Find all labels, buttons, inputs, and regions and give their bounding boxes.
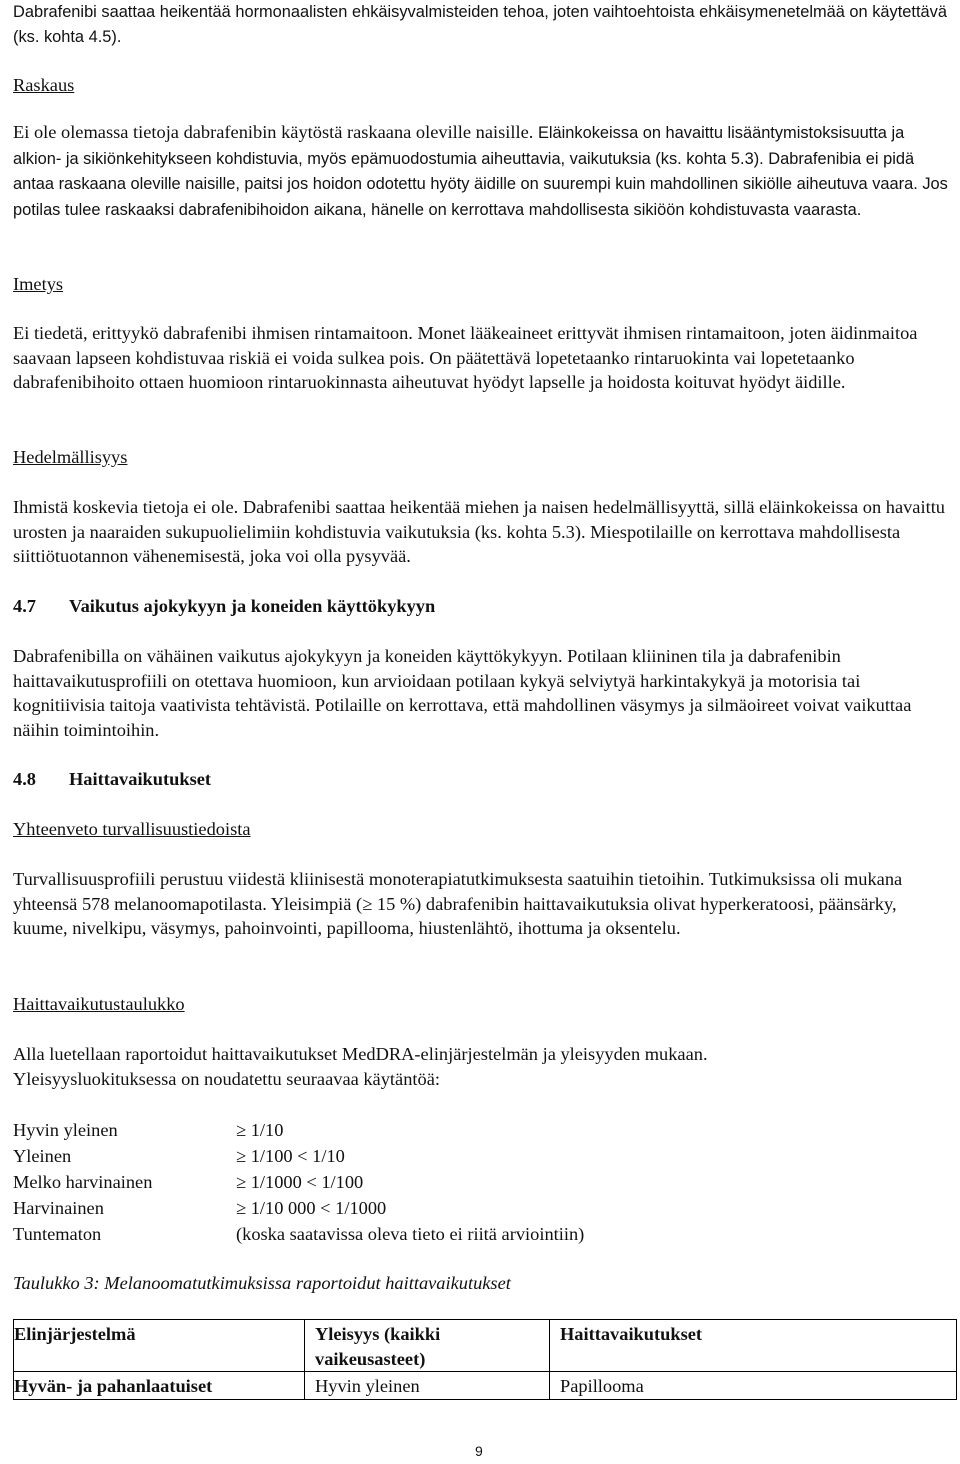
imetys-text-b: Monet lääkeaineet erittyvät ihmisen rintamaitoon, joten äidinmaitoa saavaan lapseen kohdistuvaa riskiä ei voida sulkea pois. (13, 323, 918, 368)
paragraph-imetys (13, 321, 953, 395)
taulukko-text-a: Alla luetellaan raportoidut haittavaikutukset MedDRA-elinjärjestelmän ja yleisyyden mukaan. (13, 1044, 708, 1064)
frequency-value: 1/100 < 1/10 (246, 1146, 345, 1166)
paragraph-hedelmallisyys (13, 495, 953, 569)
paragraph-4-7 (13, 644, 953, 742)
table-row (14, 1372, 957, 1400)
table-header-cell: Yleisyys (kaikki vaikeusasteet) (305, 1320, 550, 1372)
frequency-label: Tuntematon (13, 1224, 102, 1244)
heading-hedelmallisyys: Hedelmällisyys (13, 447, 128, 467)
greater-equal-symbol: ≥ (236, 1172, 247, 1192)
section-4-7-heading (13, 594, 435, 619)
imetys-text-a: Ei tiedetä, erittyykö dabrafenibi ihmisen rintamaitoon. (13, 323, 418, 343)
frequency-label: Harvinainen (13, 1198, 104, 1218)
frequency-value: (koska saatavissa oleva tieto ei riitä arviointiin) (236, 1224, 585, 1244)
yhteenveto-text-c: Yleisimpiä ( (270, 893, 363, 914)
frequency-row (13, 1143, 345, 1169)
frequency-value: 1/10 000 < 1/1000 (246, 1198, 387, 1218)
frequency-label: Yleinen (13, 1146, 72, 1166)
frequency-value: 1/1000 < 1/100 (246, 1172, 364, 1192)
raskaus-text-c: Dabrafenibia ei pidä antaa raskaana oleville naisille, paitsi jos hoidon odotettu hyöty äidille on suurempi kuin mahdollinen sikiölle aiheutuva vaara. (13, 149, 918, 193)
sec47-text-c: Potilaille on kerrottava, että mahdollinen väsymys ja silmäoireet voivat vaikuttaa näihin toimintoihin. (13, 695, 912, 740)
sec47-text-a: Dabrafenibilla on vähäinen vaikutus ajokykyyn ja koneiden käyttökykyyn. (13, 646, 568, 666)
heading-yhteenveto: Yhteenveto turvallisuustiedoista (13, 819, 251, 839)
frequency-row (13, 1169, 363, 1195)
greater-equal-symbol: ≥ (362, 893, 373, 914)
heading-imetys: Imetys (13, 274, 64, 294)
table-caption: Taulukko 3: Melanoomatutkimuksissa raportoidut haittavaikutukset (13, 1273, 511, 1293)
table-cell: Hyvän- ja pahanlaatuiset (14, 1372, 305, 1400)
section-title: Vaikutus ajokykyyn ja koneiden käyttökykyyn (69, 596, 436, 616)
table-cell: Papillooma (550, 1372, 957, 1400)
paragraph-taulukko-intro (13, 1042, 708, 1091)
yhteenveto-text-d: 15 %) dabrafenibin haittavaikutuksia olivat hyperkeratoosi, päänsärky, kuume, nivelkipu, väsymys, pahoinvointi, papillooma, hiustenlähtö, ihottuma ja oksentelu. (13, 893, 897, 938)
frequency-label: Hyvin yleinen (13, 1120, 118, 1140)
sec47-text-b: Potilaan kliininen tila ja dabrafenibin haittavaikutusprofiili on otettava huomioon, kun arvioidaan potilaan kykyä selviytyä harkintakykyä ja motorisia tai kognitiivisia taitoja vaativista tehtävistä. (13, 646, 861, 715)
table-cell: Hyvin yleinen (305, 1372, 550, 1400)
section-title: Haittavaikutukset (69, 769, 212, 789)
hedelmallisyys-text-a: Ihmistä koskevia tietoja ei ole. (13, 497, 243, 517)
adverse-reactions-table (13, 1319, 957, 1400)
section-number: 4.8 (13, 769, 36, 789)
paragraph-yhteenveto (13, 867, 953, 941)
raskaus-text-b: Eläinkokeissa on havaittu lisääntymistoksisuutta ja alkion- ja sikiönkehitykseen kohdistuvia, myös epämuodostumia aiheuttavia, vaikutuksia (ks. kohta 5.3). (13, 124, 905, 168)
raskaus-text-d: Jos potilas tulee raskaaksi dabrafenibihoidon aikana, hänelle on kerrottava mahdollisesta sikiöön kohdistuvasta vaarasta. (13, 175, 948, 219)
frequency-value: 1/10 (246, 1120, 284, 1140)
frequency-label: Melko harvinainen (13, 1172, 153, 1192)
hedelmallisyys-text-b: Dabrafenibi saattaa heikentää miehen ja naisen hedelmällisyyttä, sillä eläinkokeissa on havaittu urosten ja naaraiden sukupuolielimiin kohdistuvia vaikutuksia (ks. kohta 5.3). (13, 497, 945, 542)
section-number: 4.7 (13, 596, 36, 616)
imetys-text-c: On päätettävä lopetetaanko rintaruokinta vai lopetetaanko dabrafenibihoito ottaen huomioon rintaruokinnasta aiheutuvat hyödyt lapselle ja hoidosta koituvat hyödyt äidille. (13, 347, 855, 392)
table-header-row (14, 1320, 957, 1372)
table-header-cell: Elinjärjestelmä (14, 1320, 305, 1372)
frequency-row (13, 1195, 386, 1221)
paragraph-contraception: Dabrafenibi saattaa heikentää hormonaalisten ehkäisyvalmisteiden tehoa, joten vaihtoehtoista ehkäisymenetelmää on käytettävä (ks. kohta 4.5). (13, 3, 947, 46)
yhteenveto-text-a: Turvallisuusprofiili perustuu viidestä kliinisestä monoterapiatutkimuksesta saatuihin tietoihin. (13, 869, 709, 889)
heading-raskaus: Raskaus (13, 75, 75, 95)
greater-equal-symbol: ≥ (236, 1198, 247, 1218)
table-header-cell: Haittavaikutukset (550, 1320, 957, 1372)
taulukko-text-b: Yleisyysluokituksessa on noudatettu seuraavaa käytäntöä: (13, 1068, 440, 1089)
paragraph-raskaus (13, 120, 953, 222)
raskaus-text-a: Ei ole olemassa tietoja dabrafenibin käytöstä raskaana oleville naisille. (13, 122, 538, 142)
frequency-row (13, 1117, 283, 1143)
page-number: 9 (475, 1443, 483, 1459)
section-4-8-heading (13, 767, 211, 792)
frequency-row (13, 1221, 584, 1247)
hedelmallisyys-text-c: Miespotilaille on kerrottava mahdollisesta siittiötuotannon vähenemisestä, joka voi olla pysyvää. (13, 521, 901, 566)
heading-haittavaikutustaulukko: Haittavaikutustaulukko (13, 994, 185, 1014)
greater-equal-symbol: ≥ (236, 1120, 247, 1140)
yhteenveto-text-b: Tutkimuksissa oli mukana yhteensä 578 melanoomapotilasta. (13, 869, 903, 914)
greater-equal-symbol: ≥ (236, 1146, 247, 1166)
